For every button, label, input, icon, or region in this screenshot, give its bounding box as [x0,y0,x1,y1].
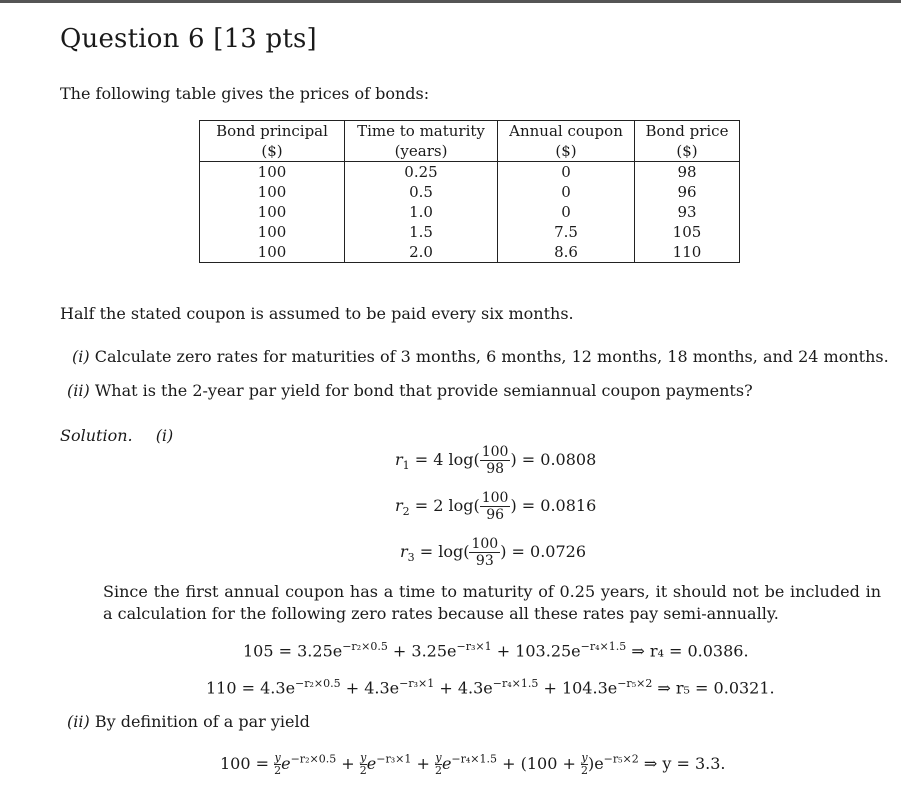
header-unit: (years) [345,141,498,162]
table-cell: 7.5 [498,222,635,242]
question-ii-label: (ii) [67,381,90,400]
frac-num: y [581,751,588,764]
table-row [200,182,740,202]
eq-result: ⇒ y = 3.3. [638,754,726,773]
table-cell: 100 [257,163,287,181]
equation-par-yield [220,752,726,777]
eq-result: ) = 0.0808 [510,450,597,469]
table-cell: 105 [635,222,740,242]
header-unit: ($) [635,141,740,162]
table-row [200,202,740,222]
table-cell: 2.0 [345,242,498,263]
eq-exponent: −r₄×1.5 [580,640,627,653]
header-annual-coupon: Annual coupon [498,121,635,142]
assumption-text: Half the stated coupon is assumed to be paid every six months. [60,304,574,323]
frac-num: y [360,751,367,764]
frac-den: 93 [475,553,494,569]
eq-term: + 4.3e [434,678,493,698]
frac-num: 100 [471,536,499,552]
frac-num: 100 [481,490,509,506]
eq-lhs: r [395,450,403,469]
explanation-paragraph: Since the first annual coupon has a time to maturity of 0.25 years, it should not be included in a calculation for the following zero rates because all these rates pay semi-annually. [103,582,881,623]
fraction [480,444,511,477]
part-ii-label: (ii) [67,712,90,731]
frac-den: 2 [274,764,282,777]
eq-term: + 104.3e [538,678,618,698]
fraction [435,752,442,777]
table-cell: 93 [635,202,740,222]
eq-op: + [411,754,435,773]
table-cell: 96 [635,182,740,202]
frac-num: y [274,751,281,764]
question-i [72,347,889,366]
equation-r4 [243,640,749,660]
table-cell: 0 [498,162,635,183]
eq-result: ) = 0.0726 [500,542,587,561]
equation-r3 [400,536,586,569]
table-cell: 0.5 [345,182,498,202]
table-cell: 100 [257,223,287,241]
table-cell: 0 [498,202,635,222]
solution-header [60,426,173,445]
table-cell: 110 [635,242,740,263]
eq-op: = 4 log( [409,450,480,469]
header-unit: ($) [200,141,345,162]
frac-num: y [435,751,442,764]
frac-den: 96 [486,507,505,523]
eq-term: )e [587,754,604,773]
question-ii-text: What is the 2-year par yield for bond that provide semiannual coupon payments? [94,381,753,400]
table-cell: 0.25 [345,162,498,183]
eq-op: = 2 log( [409,496,480,515]
eq-term: + (100 + [497,754,581,773]
eq-exponent: −r₂×0.5 [342,640,388,653]
table-row [200,222,740,242]
fraction [581,752,588,777]
eq-op: + [336,754,360,773]
question-i-text: Calculate zero rates for maturities of 3 months, 6 months, 12 months, 18 months, and 24 months. [94,347,889,366]
solution-label: Solution. [60,426,133,445]
eq-exponent: −r₄×1.5 [492,677,539,690]
table-cell: 8.6 [498,242,635,263]
eq-term: 105 = 3.25e [243,641,343,661]
table-cell: 0 [498,182,635,202]
frac-num: 100 [481,444,509,460]
eq-sub: 1 [402,459,410,473]
table-cell: 1.5 [345,222,498,242]
part-ii-text: By definition of a par yield [94,712,310,731]
equation-r1 [395,444,596,477]
fraction [469,536,500,569]
eq-sub: 2 [402,505,410,519]
eq-term: e [441,754,452,773]
question-i-label: (i) [72,347,90,366]
eq-exponent: −r₃×1 [376,752,412,766]
question-ii [67,381,753,400]
eq-exponent: −r₂×0.5 [290,752,337,766]
eq-result: ⇒ r₄ = 0.0386. [626,641,749,661]
eq-exponent: −r₃×1 [399,677,435,690]
eq-term: e [281,754,291,773]
header-unit: ($) [498,141,635,162]
header-time-to-maturity: Time to maturity [345,121,498,142]
equation-r5 [206,677,775,697]
eq-exponent: −r₃×1 [456,640,492,653]
solution-part-i-label: (i) [155,426,174,445]
table-header-row [200,121,740,142]
frac-den: 98 [486,461,505,477]
top-border [0,0,901,3]
table-row [200,162,740,183]
table-cell: 98 [635,162,740,183]
eq-term: e [366,754,377,773]
table-cell: 100 [257,243,287,261]
question-title: Question 6 [13 pts] [60,24,317,54]
fraction [360,752,367,777]
eq-term: 110 = 4.3e [206,678,296,698]
table-row [200,242,740,263]
frac-den: 2 [359,764,367,777]
eq-lhs: r [395,496,403,515]
table-cell: 100 [257,183,287,201]
eq-exponent: −r₄×1.5 [451,752,498,766]
eq-op: = log( [414,542,470,561]
bond-table [199,120,740,263]
equation-r2 [395,490,596,523]
eq-sub: 3 [407,551,415,565]
eq-term: + 103.25e [491,641,581,661]
frac-den: 2 [434,764,442,777]
table-header-unit-row [200,141,740,162]
table-cell: 100 [257,203,287,221]
eq-term: + 4.3e [340,678,400,698]
eq-term: + 3.25e [387,641,457,661]
eq-exponent: −r₅×2 [617,677,653,690]
table-cell: 1.0 [345,202,498,222]
eq-lhs: r [400,542,408,561]
part-ii-intro [67,712,310,731]
eq-exponent: −r₅×2 [603,752,639,766]
header-bond-principal: Bond principal [216,122,328,140]
intro-text: The following table gives the prices of bonds: [60,84,430,103]
eq-term: 100 = [220,754,275,773]
eq-result: ⇒ r₅ = 0.0321. [652,678,775,698]
header-bond-price: Bond price [635,121,740,142]
eq-exponent: −r₂×0.5 [295,677,341,690]
fraction [480,490,511,523]
frac-den: 2 [580,764,588,777]
eq-result: ) = 0.0816 [510,496,597,515]
